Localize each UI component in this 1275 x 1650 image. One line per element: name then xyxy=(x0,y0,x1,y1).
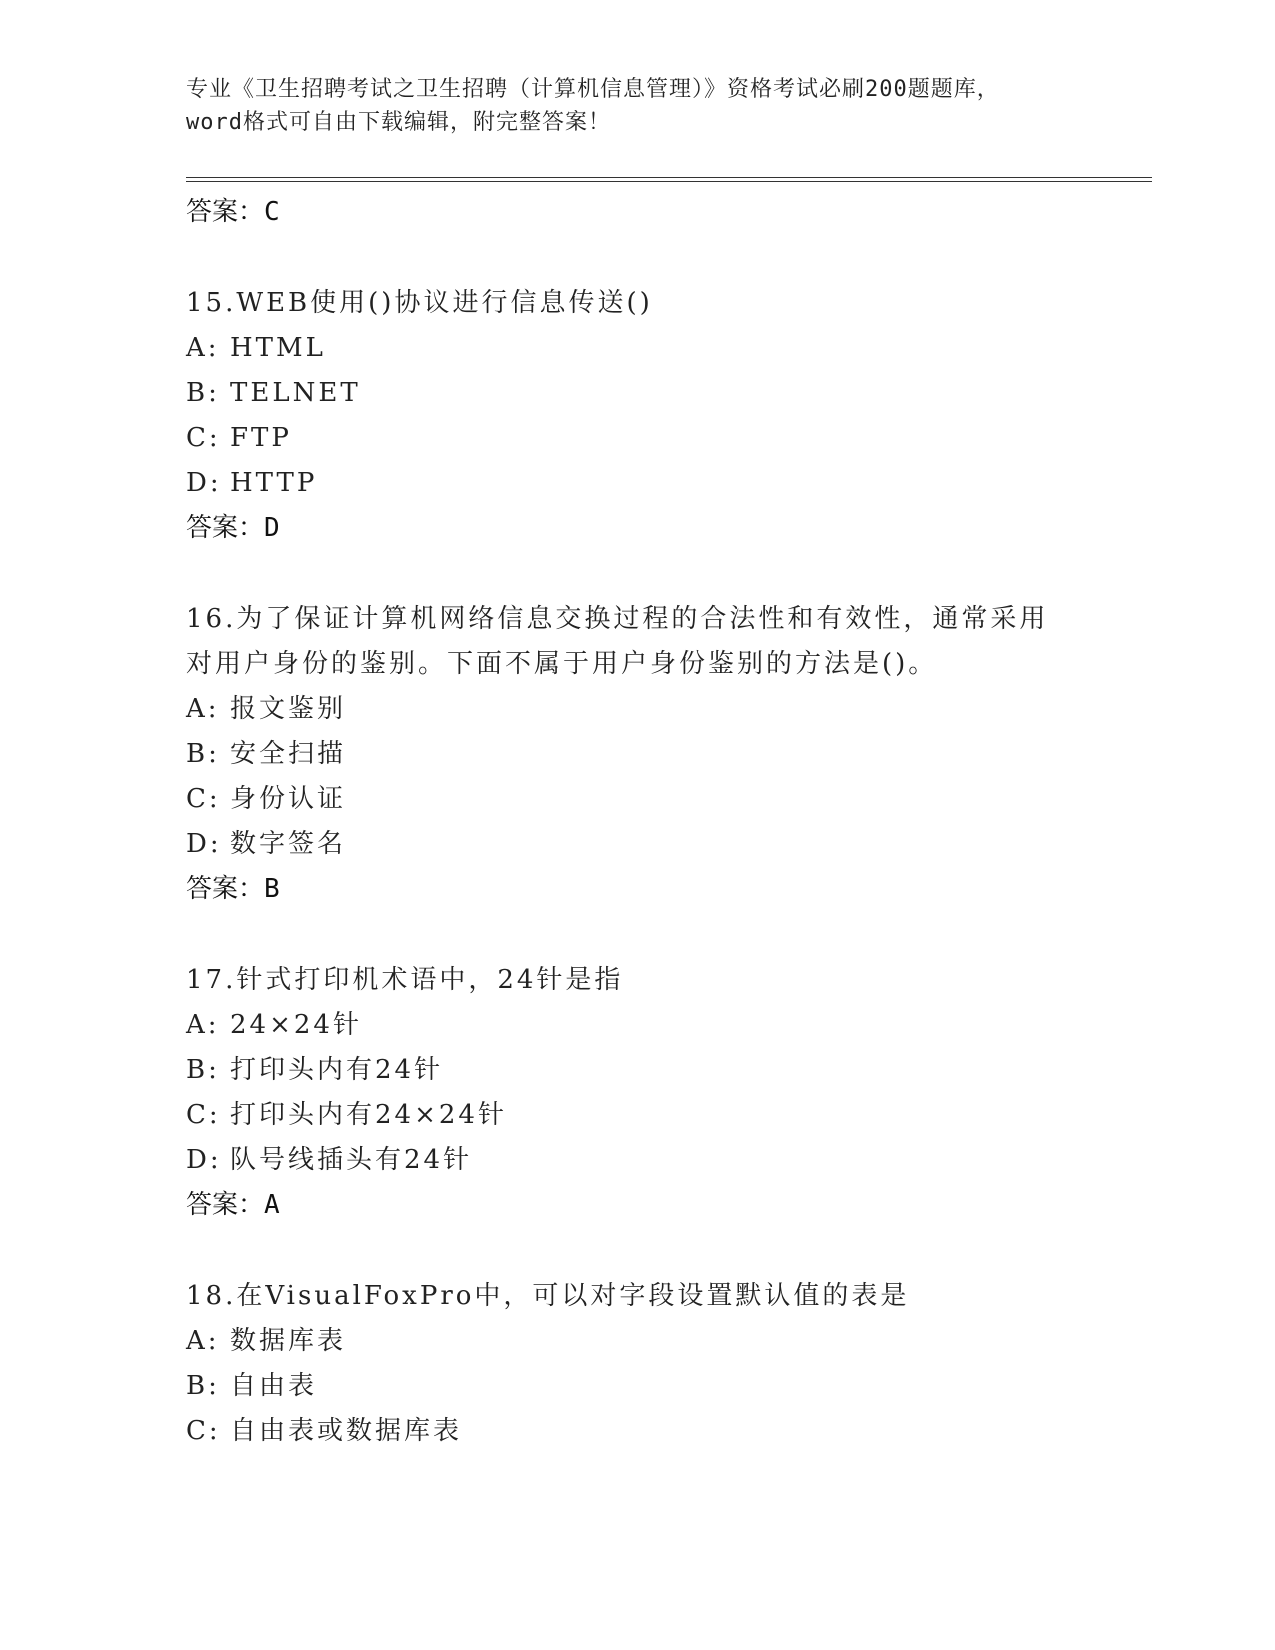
option-key: B: xyxy=(186,378,220,408)
option-key: D: xyxy=(186,468,222,498)
answer-label: 答案： xyxy=(186,197,265,227)
option-b xyxy=(186,371,1152,416)
answer-line xyxy=(186,190,1152,235)
option-text: 数据库表 xyxy=(230,1326,347,1356)
header-divider-thick xyxy=(186,181,1152,182)
answer-line xyxy=(186,506,1152,551)
question-stem: 15.WEB使用()协议进行信息传送() xyxy=(186,288,653,318)
option-a xyxy=(186,687,1152,732)
option-text: TELNET xyxy=(230,378,361,408)
option-key: A: xyxy=(186,694,220,724)
option-key: C: xyxy=(186,423,221,453)
option-key: A: xyxy=(186,1326,220,1356)
header-title-line-1: 专业《卫生招聘考试之卫生招聘（计算机信息管理）》资格考试必刷200题题库， xyxy=(186,77,1000,102)
option-a xyxy=(186,1003,1152,1048)
answer-value: A xyxy=(264,1190,280,1220)
option-text: 数字签名 xyxy=(230,829,347,859)
question-list xyxy=(186,190,1152,1454)
option-d xyxy=(186,461,1152,506)
option-text: 自由表或数据库表 xyxy=(230,1416,463,1446)
option-key: B: xyxy=(186,739,220,769)
option-key: A: xyxy=(186,333,220,363)
option-key: D: xyxy=(186,1145,222,1175)
answer-label: 答案： xyxy=(186,1190,265,1220)
answer-line xyxy=(186,1183,1152,1228)
answer-value: C xyxy=(264,197,280,227)
question-block xyxy=(186,958,1152,1228)
option-b xyxy=(186,1364,1152,1409)
option-text: 报文鉴别 xyxy=(230,694,347,724)
question-stem: 17.针式打印机术语中，24针是指 xyxy=(186,965,624,995)
question-stem: 16.为了保证计算机网络信息交换过程的合法性和有效性，通常采用对用户身份的鉴别。下面不属于用户身份鉴别的方法是()。 xyxy=(186,604,1049,679)
option-c xyxy=(186,1409,1152,1454)
option-key: C: xyxy=(186,1416,221,1446)
answer-value: B xyxy=(264,874,280,904)
option-c xyxy=(186,777,1152,822)
option-text: 打印头内有24针 xyxy=(230,1055,444,1085)
option-b xyxy=(186,1048,1152,1093)
option-text: FTP xyxy=(230,423,292,453)
header-divider-thin xyxy=(186,177,1152,178)
document-header xyxy=(186,73,1086,139)
option-b xyxy=(186,732,1152,777)
option-key: B: xyxy=(186,1055,220,1085)
option-c xyxy=(186,1093,1152,1138)
option-text: 自由表 xyxy=(230,1371,318,1401)
option-key: C: xyxy=(186,784,221,814)
answer-value: D xyxy=(264,513,280,543)
option-a xyxy=(186,326,1152,371)
option-key: B: xyxy=(186,1371,220,1401)
option-d xyxy=(186,1138,1152,1183)
option-key: A: xyxy=(186,1010,220,1040)
option-text: 安全扫描 xyxy=(230,739,347,769)
option-d xyxy=(186,822,1152,867)
option-text: HTML xyxy=(230,333,326,363)
header-title-line-2: word格式可自由下载编辑，附完整答案！ xyxy=(186,110,611,135)
option-a xyxy=(186,1319,1152,1364)
answer-line xyxy=(186,867,1152,912)
question-stem: 18.在VisualFoxPro中，可以对字段设置默认值的表是 xyxy=(186,1281,910,1311)
question-block xyxy=(186,1274,1152,1454)
option-text: 队号线插头有24针 xyxy=(230,1145,473,1175)
question-block xyxy=(186,281,1152,551)
option-key: D: xyxy=(186,829,222,859)
option-text: 24×24针 xyxy=(230,1010,362,1040)
option-text: HTTP xyxy=(230,468,318,498)
option-text: 身份认证 xyxy=(230,784,347,814)
answer-label: 答案： xyxy=(186,874,265,904)
option-key: C: xyxy=(186,1100,221,1130)
option-c xyxy=(186,416,1152,461)
answer-label: 答案： xyxy=(186,513,265,543)
question-block xyxy=(186,597,1152,912)
option-text: 打印头内有24×24针 xyxy=(230,1100,507,1130)
